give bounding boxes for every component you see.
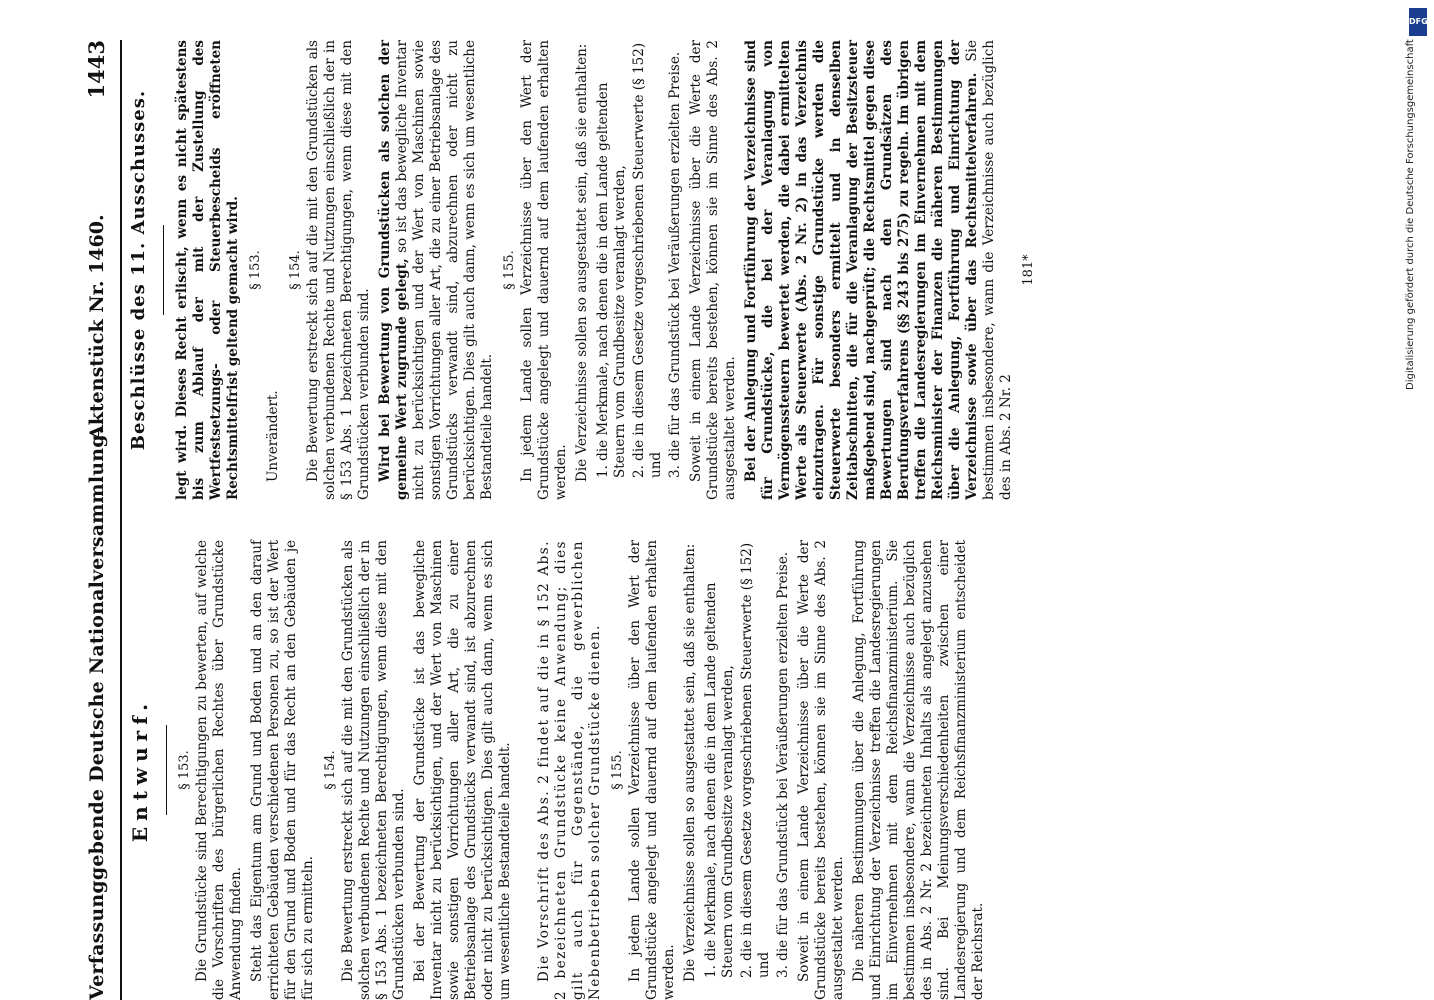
- section-155-heading: § 155.: [610, 750, 625, 790]
- list-item: 3. die für das Grundstück bei Veräußerungen erzielten Preise.: [667, 51, 683, 478]
- section-153-heading: § 153.: [248, 250, 263, 290]
- publication-title: Verfassunggebende Deutsche Nationalversammlung.: [86, 427, 108, 1000]
- paragraph: Soweit in einem Lande Verzeichnisse über die Werte der Grundstücke bereits bestehen, können sie im Sinne des Abs. 2 ausgestaltet werden.: [796, 540, 846, 1000]
- paragraph: Bei der Bewertung der Grundstücke ist das bewegliche Inventar nicht zu berücksichtigen, und der Wert von Maschinen sowie sonstigen Vorrichtungen aller Art, die zu einer Betriebsanlage des Grundstücks verwandt sind, ist abzurechnen oder nicht zu berücksichtigen. Dies gilt auch dann, wenn es sich um wesentliche Bestandteile handelt.: [412, 540, 513, 1000]
- paragraph: Die Grundstücke sind Berechtigungen zu bewerten, auf welche die Vorschriften des bürgerlichen Rechtes über Grundstücke Anwendung finden.: [194, 540, 244, 1000]
- paragraph: Soweit in einem Lande Verzeichnisse über die Werte der Grundstücke bereits bestehen, können sie im Sinne des Abs. 2 ausgestaltet werden.: [688, 40, 738, 500]
- paragraph: Die Verzeichnisse sollen so ausgestattet sein, daß sie enthalten:: [574, 43, 590, 482]
- list-item: 1. die Merkmale, nach denen die in dem Lande geltenden Steuern vom Grundbesitze veranlagt werden,: [703, 582, 736, 978]
- list-item: 3. die für das Grundstück bei Veräußerungen erzielten Preise.: [775, 551, 791, 978]
- list-item: 2. die in diesem Gesetze vorgeschriebenen Steuerwerte (§ 152) und: [631, 42, 664, 478]
- paragraph: Die Bewertung erstreckt sich auf die mit den Grundstücken als solchen verbundenen Rechte und Nutzungen einschließlich der in § 153 Abs. 1 bezeichneten Berechtigungen, wenn diese mit den Grundstücken verbunden sind.: [305, 40, 372, 500]
- paragraph: Die näheren Bestimmungen über die Anlegung, Fortführung und Einrichtung der Verzeichnisse treffen die Landesregierungen im Einvernehmen mit dem Reichsfinanzministerium. Sie bestimmen insbesondere, wann die Verzeichnisse auch bezüglich des in Abs. 2 Nr. 2 bezeichneten Inhalts als angelegt anzusehen sind. Bei Meinungsverschiedenheiten zwischen einer Landesregierung und dem Reichsfinanzministerium entscheidet der Reichsrat.: [851, 540, 986, 1000]
- enumeration: [703, 540, 792, 978]
- draft-column: [128, 540, 991, 1000]
- enumeration: [595, 40, 684, 478]
- list-item: 2. die in diesem Gesetze vorgeschriebenen Steuerwerte (§ 152) und: [739, 542, 772, 978]
- paragraph: [377, 40, 496, 500]
- section-155-heading: § 155.: [502, 250, 517, 290]
- divider: [166, 725, 167, 815]
- text-run: Sie bestimmen insbesondere, wann die Verzeichnisse auch bezüglich des in Abs. 2 Nr. 2: [964, 40, 1014, 500]
- paragraph: Die Bewertung erstreckt sich auf die mit den Grundstücken als solchen verbundenen Rechte und Nutzungen einschließlich der in § 153 Abs. 1 bezeichneten Berechtigungen, wenn diese mit den Grundstücken verbunden sind.: [340, 540, 407, 1000]
- section-153-heading: § 153.: [177, 750, 192, 790]
- dfg-logo: DFG: [1409, 8, 1427, 36]
- committee-heading: Beschlüsse des 11. Ausschusses.: [128, 89, 149, 451]
- paragraph: legt wird. Dieses Recht erlischt, wenn es nicht spätestens bis zum Ablauf der mit der Zustellung des Wertfestsetzungs- oder Steuerbescheids eröffneten Rechtsmittelfrist geltend gemacht wird.: [174, 40, 241, 500]
- paragraph: [743, 40, 1015, 500]
- section-154-heading: § 154.: [323, 750, 338, 790]
- section-154-heading: § 154.: [288, 250, 303, 290]
- running-head: [80, 40, 122, 1000]
- emphasis: Bei der Anlegung und Fortführung der Verzeichnisse sind für Grundstücke, die bei der Veranlagung von Vermögenssteuern bewertet werden, die dabei ermittelten Werte als Steuerwerte (Abs. 2 Nr. 2) in das Verzeichnis einzutragen. Für sonstige Grundstücke werden die Steuerwerte besonders ermittelt und in denselben Zeitabschnitten, die für die Veranlagung der Besitzsteuer maßgebend sind, nachgeprüft; die Rechtsmittel gegen diese Bewertungen sind nach den Grundsätzen des Berufungsverfahrens (§§ 243 bis 275) zu regeln. Im übrigen treffen die Landesregierungen im Einvernehmen mit dem Reichsminister der Finanzen die näheren Bestimmungen über die Anlegung, Fortführung und Einrichtung der Verzeichnisse sowie über das Rechtsmittelverfahren.: [743, 40, 980, 500]
- signature-mark: 181*: [1021, 254, 1036, 286]
- emphasis: Wird bei Bewertung von Grundstücken als solchen der gemeine Wert zugrunde gelegt,: [377, 40, 410, 500]
- page-number: 1443: [84, 40, 109, 99]
- list-item: 1. die Merkmale, nach denen die in dem Lande geltenden Steuern vom Grundbesitze veranlagt werden,: [595, 82, 628, 478]
- draft-heading: Entwurf.: [128, 697, 152, 843]
- text-run: so ist das bewegliche Inventar nicht zu berücksichtigen und der Wert von Maschinen sowie sonstigen Vorrichtungen aller Art, die zu einer Betriebsanlage des Grundstücks verwandt sind, abzurechnen oder nicht zu berücksichtigen. Dies gilt auch dann, wenn es sich um wesentliche Bestandteile handelt.: [394, 40, 495, 500]
- scanned-page: [80, 40, 1140, 1000]
- spacer: [518, 540, 536, 1000]
- paragraph: Die Vorschrift des Abs. 2 findet auf die in § 152 Abs. 2 bezeichneten Grundstücke keine Anwendung; dies gilt auch für Gegenstände, die gewerblichen Nebenbetrieben solcher Grundstücke dienen.: [536, 540, 603, 1000]
- paragraph: Die Verzeichnisse sollen so ausgestattet sein, daß sie enthalten:: [682, 543, 698, 982]
- paragraph: Unverändert.: [265, 390, 281, 482]
- paragraph: Steht das Eigentum am Grund und Boden und an den darauf errichteten Gebäuden verschiedenen Personen zu, so ist der Wert für den Grund und Boden und für das Recht an den Gebäuden je für sich zu ermitteln.: [249, 540, 316, 1000]
- paragraph: In jedem Lande sollen Verzeichnisse über den Wert der Grundstücke angelegt und dauernd auf dem laufenden erhalten werden.: [627, 540, 677, 1000]
- side-note: [1404, 0, 1434, 1000]
- paragraph: In jedem Lande sollen Verzeichnisse über den Wert der Grundstücke angelegt und dauernd auf dem laufenden erhalten werden.: [519, 40, 569, 500]
- document-number: Aktenstück Nr. 1460.: [86, 214, 108, 440]
- committee-column: [128, 40, 1038, 500]
- divider: [163, 225, 164, 315]
- funding-note: Digitalisierung gefördert durch die Deutsche Forschungsgemeinschaft: [1405, 39, 1416, 390]
